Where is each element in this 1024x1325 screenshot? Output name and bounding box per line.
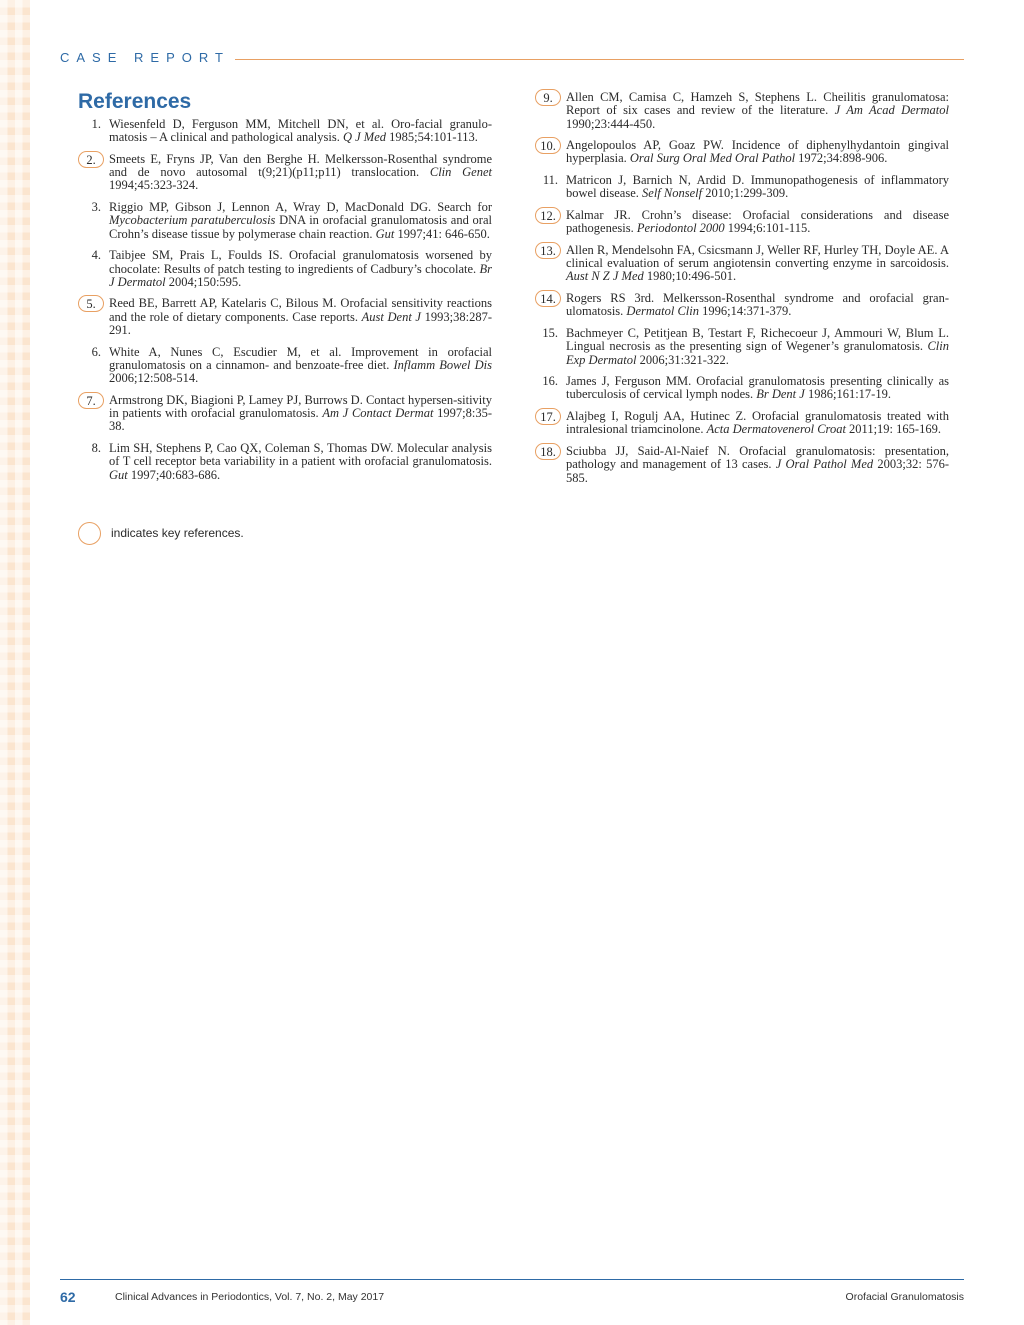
reference-number: 6. [91, 344, 101, 359]
reference-item [535, 375, 949, 402]
key-reference-number: 2. [78, 151, 104, 168]
journal-name: Aust Dent J [361, 309, 421, 324]
journal-name: Inflamm Bowel Dis [393, 357, 492, 372]
reference-item [78, 201, 492, 241]
reference-item [78, 346, 492, 386]
header-rule [235, 59, 964, 60]
journal-name: Br J Dermatol [109, 261, 492, 289]
reference-text: 1986;161:17-19. [804, 387, 891, 402]
reference-number: 1. [91, 117, 101, 131]
reference-text: DNA in orofacial granulomatosis and oral Crohn’s disease tissue by polymerase chain reaction. [109, 213, 492, 241]
journal-name: Self Nonself [642, 186, 703, 201]
key-reference-number: 5. [78, 295, 104, 312]
reference-text: Allen CM, Camisa C, Hamzeh S, Stephens L. Cheilitis granulomatosa: Report of six cases and review of the literature. [566, 90, 949, 118]
key-reference-number: 12. [535, 207, 561, 224]
reference-text: Angelopoulos AP, Goaz PW. Incidence of diphenylhydantoin gingival hyperplasia. [566, 138, 949, 166]
reference-text: 1997;41: 646-650. [394, 226, 490, 241]
key-reference-number: 18. [535, 443, 561, 460]
reference-item [535, 174, 949, 201]
reference-text: 2006;31:321-322. [636, 352, 729, 367]
reference-text: Reed BE, Barrett AP, Katelaris C, Bilous M. Orofacial sensitivity reactions and the role of dietary components. Case reports. [109, 296, 492, 324]
reference-text: 1990;23:444-450. [566, 116, 656, 131]
journal-name: Am J Contact Dermat [322, 406, 434, 421]
reference-text: Armstrong DK, Biagioni P, Lamey PJ, Burrows D. Contact hypersen-sitivity in patients with orofacial granulomatosis. [109, 392, 492, 421]
reference-text: Riggio MP, Gibson J, Lennon A, Wray D, MacDonald DG. Search for [109, 200, 492, 215]
reference-text: 1980;10:496-501. [643, 269, 737, 284]
reference-number: 11. [542, 173, 558, 188]
legend-text: indicates key references. [111, 526, 244, 540]
journal-citation: Clinical Advances in Periodontics, Vol. 7, No. 2, May 2017 [115, 1291, 385, 1303]
reference-text: Alajbeg I, Rogulj AA, Hutinec Z. Orofacial granulomatosis treated with intralesional triamcinolone. [566, 409, 949, 437]
reference-text: Kalmar JR. Crohn’s disease: Orofacial considerations and disease pathogenesis. [566, 207, 949, 236]
reference-item [535, 139, 949, 166]
reference-text: 2003;32: 576-585. [566, 457, 949, 485]
reference-text: 2006;12:508-514. [109, 371, 199, 386]
reference-item [535, 209, 949, 236]
reference-text: Lim SH, Stephens P, Cao QX, Coleman S, Thomas DW. Molecular analysis of T cell receptor beta variability in a patient with orofacial granulomatosis. [109, 441, 492, 469]
journal-name: Periodontol 2000 [636, 221, 725, 236]
reference-text: 1993;38:287-291. [109, 309, 492, 338]
reference-number: 15. [542, 325, 558, 340]
reference-item [78, 249, 492, 289]
reference-item [78, 394, 492, 434]
key-reference-number: 14. [535, 290, 561, 307]
page-number: 62 [60, 1289, 76, 1305]
key-reference-number: 17. [535, 408, 561, 425]
page-header [60, 50, 964, 70]
reference-text: Allen R, Mendelsohn FA, Csicsmann J, Weller RF, Hurley TH, Doyle AE. A clinical evaluation of serum angiotensin converting enzyme in sarcoidosis. [566, 242, 949, 271]
reference-text: 1997;8:35-38. [109, 406, 493, 434]
journal-name: Acta Dermatovenerol Croat [706, 422, 846, 437]
decorative-side-strip [0, 0, 30, 1325]
reference-text: Matricon J, Barnich N, Ardid D. Immunopathogenesis of inflammatory bowel disease. [566, 173, 949, 201]
reference-text: James J, Ferguson MM. Orofacial granulomatosis presenting clinically as tuberculosis of cervical lymph nodes. [566, 374, 949, 402]
journal-name: Aust N Z J Med [566, 269, 644, 284]
reference-text: 2011;19: 165-169. [845, 422, 941, 437]
key-reference-number: 10. [535, 137, 561, 154]
reference-text: Bachmeyer C, Petitjean B, Testart F, Richecoeur J, Ammouri W, Blum L. Lingual necrosis as the presenting sign of Wegener’s granulomatosis. [566, 325, 949, 354]
references-column-left [78, 90, 492, 490]
reference-item [535, 410, 949, 437]
reference-item [535, 244, 949, 284]
journal-name: Br Dent J [756, 387, 805, 402]
reference-item [535, 91, 949, 131]
reference-text: 2010;1:299-309. [702, 186, 789, 201]
section-label: CASE REPORT [60, 50, 230, 65]
journal-name: J Oral Pathol Med [775, 457, 874, 472]
article-title: Orofacial Granulomatosis [845, 1291, 964, 1303]
reference-text: 1996;14:371-379. [699, 304, 792, 319]
reference-text: 2004;150:595. [165, 274, 242, 289]
reference-item [78, 118, 492, 145]
journal-name: Gut [109, 467, 128, 482]
journal-name: Clin Exp Dermatol [566, 339, 949, 367]
footer-rule [60, 1279, 964, 1280]
reference-text: Smeets E, Fryns JP, Van den Berghe H. Melkersson-Rosenthal syndrome and de novo autosomal t(9;21)(p11;p11) translocation. [109, 151, 492, 180]
reference-item [78, 442, 492, 482]
reference-number: 3. [91, 200, 101, 215]
key-reference-circle-icon [78, 522, 101, 545]
key-reference-number: 7. [78, 392, 104, 409]
journal-name: Oral Surg Oral Med Oral Pathol [629, 151, 796, 166]
reference-text: 1985;54:101-113. [386, 130, 478, 145]
reference-number: 8. [91, 441, 101, 456]
reference-text: Sciubba JJ, Said-Al-Naief N. Orofacial granulomatosis: presentation, pathology and management of 13 cases. [566, 443, 949, 472]
reference-number: 16. [542, 374, 558, 389]
reference-list-left [78, 118, 492, 482]
journal-name: Q J Med [342, 130, 387, 145]
reference-list-right [535, 91, 949, 485]
references-heading: References [78, 90, 192, 113]
reference-text: Rogers RS 3rd. Melkersson-Rosenthal syndrome and orofacial gran-ulomatosis. [566, 291, 949, 319]
reference-text: Wiesenfeld D, Ferguson MM, Mitchell DN, et al. Oro-facial granulo-matosis – A clinical and pathological analysis. [109, 117, 492, 145]
reference-item [78, 153, 492, 193]
reference-item [535, 292, 949, 319]
reference-item [535, 327, 949, 367]
reference-text: 1972;34:898-906. [795, 151, 888, 166]
key-reference-number: 13. [535, 242, 561, 259]
reference-text: 1997;40:683-686. [127, 467, 221, 482]
reference-text: 1994;6:101-115. [724, 221, 811, 236]
reference-item [535, 445, 949, 485]
journal-name: Clin Genet [429, 165, 492, 180]
references-column-right [535, 91, 949, 493]
journal-name: Gut [375, 226, 395, 241]
key-reference-number: 9. [535, 89, 561, 106]
reference-text: 1994;45:323-324. [109, 178, 199, 193]
journal-name: Dermatol Clin [626, 304, 699, 319]
reference-text: Taibjee SM, Prais L, Foulds IS. Orofacial granulomatosis worsened by chocolate: Results of patch testing to ingredients of Cadbury’s chocolate. [109, 248, 492, 276]
journal-name: J Am Acad Dermatol [834, 103, 949, 118]
reference-item [78, 297, 492, 337]
reference-number: 4. [91, 248, 101, 263]
journal-name: Mycobacterium paratuberculosis [109, 213, 276, 228]
reference-text: White A, Nunes C, Escudier M, et al. Improvement in orofacial granulomatosis on a cinnamon- and benzoate-free diet. [109, 344, 492, 372]
